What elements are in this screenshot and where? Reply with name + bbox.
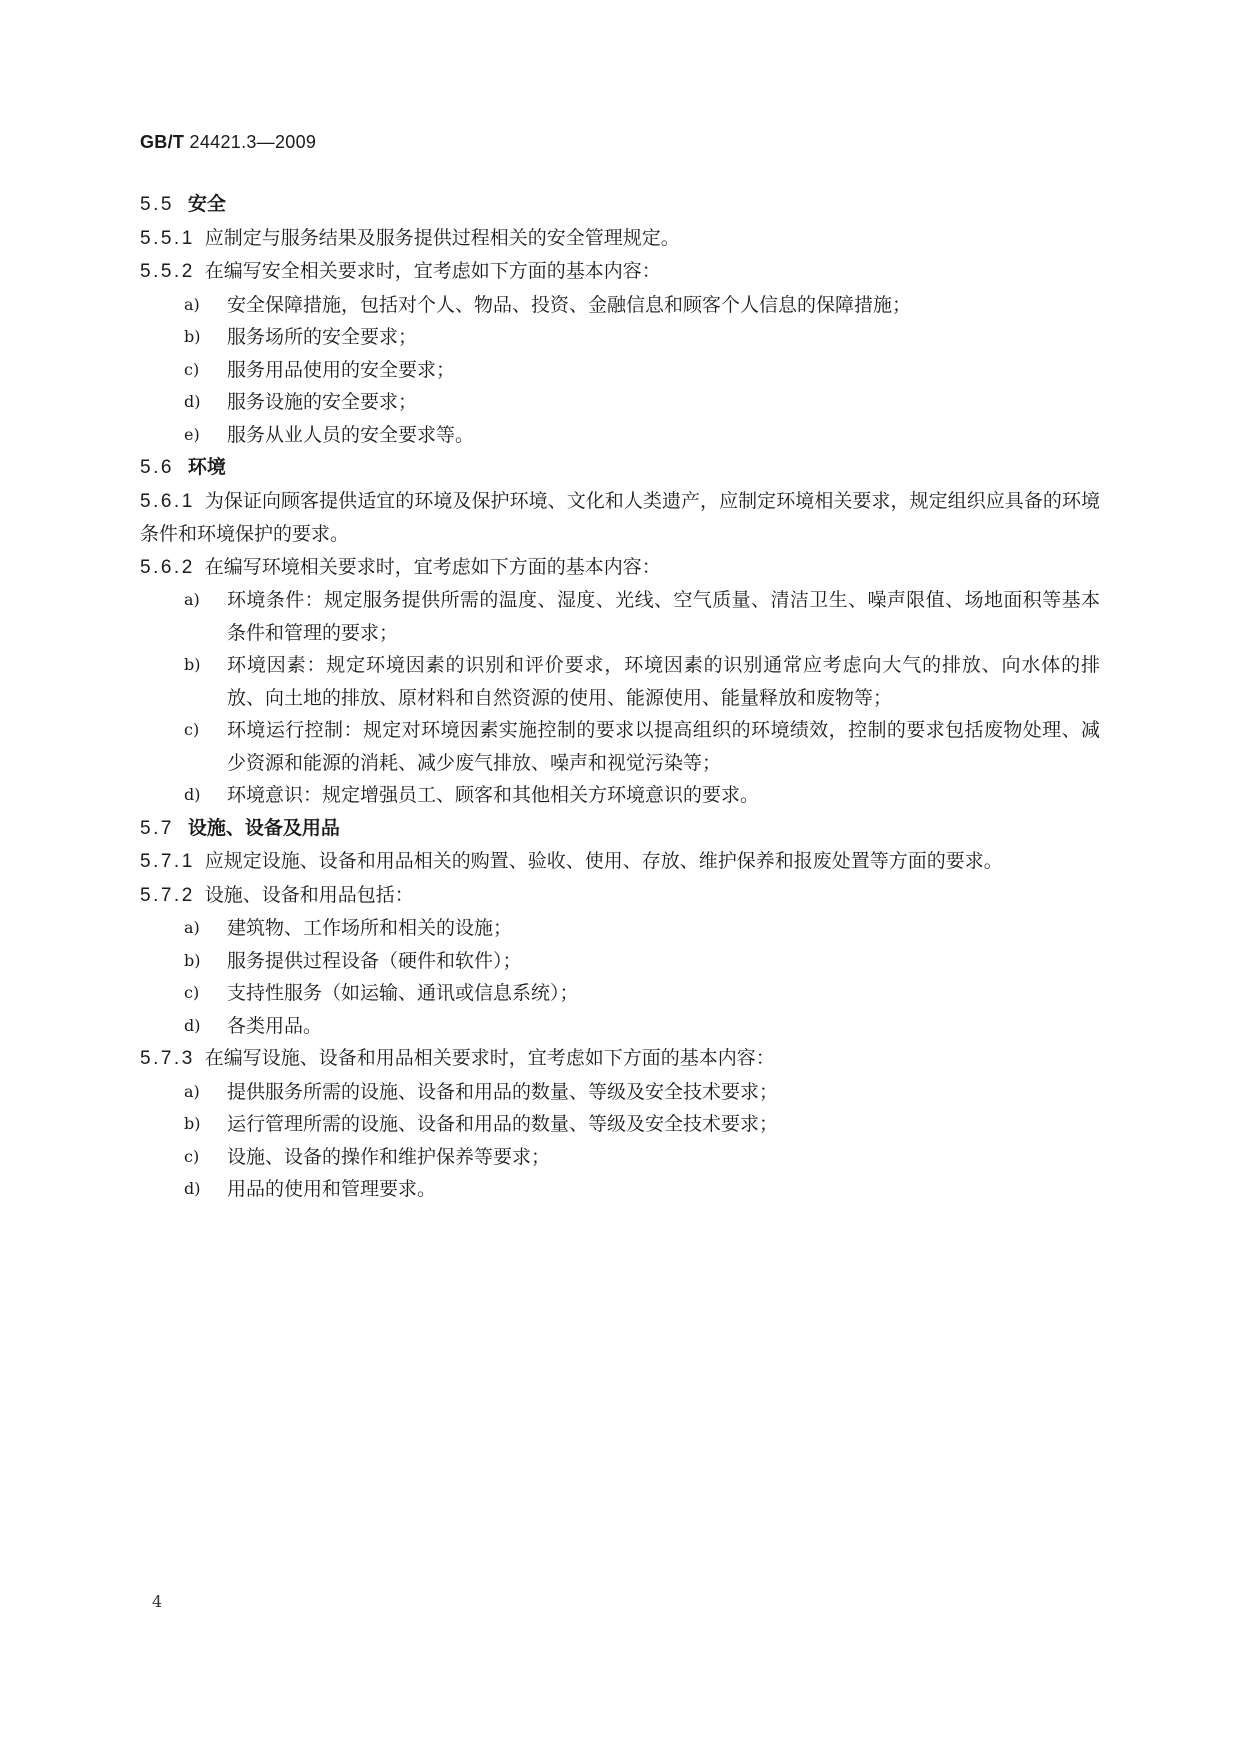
section-heading-5-5: 5.5 安全 xyxy=(140,193,226,215)
clause-5-7-1: 5.7.1 应规定设施、设备和用品相关的购置、验收、使用、存放、维护保养和报废处置等方面的要求。 xyxy=(140,850,1003,872)
list-item: c) 设施、设备的操作和维护保养等要求； xyxy=(184,1145,551,1168)
list-item: c) 支持性服务（如运输、通讯或信息系统）； xyxy=(184,982,579,1004)
list-item: b) 环境因素：规定环境因素的识别和评价要求，环境因素的识别通常应考虑向大气的排放、向水体的排放、向土地的排放、原材料和自然资源的使用、能源使用、能量释放和废物等； xyxy=(184,654,1100,709)
list-item: c) 服务用品使用的安全要求； xyxy=(184,358,456,381)
clause-5-6-1: 5.6.1 为保证向顾客提供适宜的环境及保护环境、文化和人类遗产，应制定环境相关要求，规定组织应具备的环境条件和环境保护的要求。 xyxy=(140,489,1100,545)
clause-5-6-2: 5.6.2 在编写环境相关要求时，宜考虑如下方面的基本内容： xyxy=(140,555,661,578)
list-item: e) 服务从业人员的安全要求等。 xyxy=(184,423,475,446)
list-item: a) 提供服务所需的设施、设备和用品的数量、等级及安全技术要求； xyxy=(184,1080,779,1103)
list-item: a) 安全保障措施，包括对个人、物品、投资、金融信息和顾客个人信息的保障措施； xyxy=(184,293,912,316)
list-item: a) 环境条件：规定服务提供所需的温度、湿度、光线、空气质量、清洁卫生、噪声限值、场地面积等基本条件和管理的要求； xyxy=(184,589,1100,644)
list-item: d) 服务设施的安全要求； xyxy=(184,391,418,413)
page-number: 4 xyxy=(152,1592,163,1611)
standard-number: 24421.3—2009 xyxy=(189,132,317,152)
standard-prefix: GB/T xyxy=(140,132,185,152)
clause-5-7-3: 5.7.3 在编写设施、设备和用品相关要求时，宜考虑如下方面的基本内容： xyxy=(140,1047,775,1069)
section-heading-5-7: 5.7 设施、设备及用品 xyxy=(140,816,340,839)
clause-5-5-1: 5.5.1 应制定与服务结果及服务提供过程相关的安全管理规定。 xyxy=(140,226,680,249)
list-item: a) 建筑物、工作场所和相关的设施； xyxy=(184,917,513,939)
document-body xyxy=(140,188,1100,1206)
section-heading-5-6: 5.6 环境 xyxy=(140,456,226,478)
list-item: d) 用品的使用和管理要求。 xyxy=(184,1178,437,1200)
list-item: c) 环境运行控制：规定对环境因素实施控制的要求以提高组织的环境绩效，控制的要求包括废物处理、减少资源和能源的消耗、减少废气排放、噪声和视觉污染等； xyxy=(184,719,1100,774)
list-item: b) 运行管理所需的设施、设备和用品的数量、等级及安全技术要求； xyxy=(184,1113,779,1135)
clause-5-7-2: 5.7.2 设施、设备和用品包括： xyxy=(140,883,414,906)
document-code xyxy=(140,132,316,153)
list-item: b) 服务提供过程设备（硬件和软件）； xyxy=(184,949,522,972)
list-item: b) 服务场所的安全要求； xyxy=(184,326,418,348)
list-item: d) 环境意识：规定增强员工、顾客和其他相关方环境意识的要求。 xyxy=(184,784,760,806)
clause-5-5-2: 5.5.2 在编写安全相关要求时，宜考虑如下方面的基本内容： xyxy=(140,260,661,282)
list-item: d) 各类用品。 xyxy=(184,1014,323,1037)
